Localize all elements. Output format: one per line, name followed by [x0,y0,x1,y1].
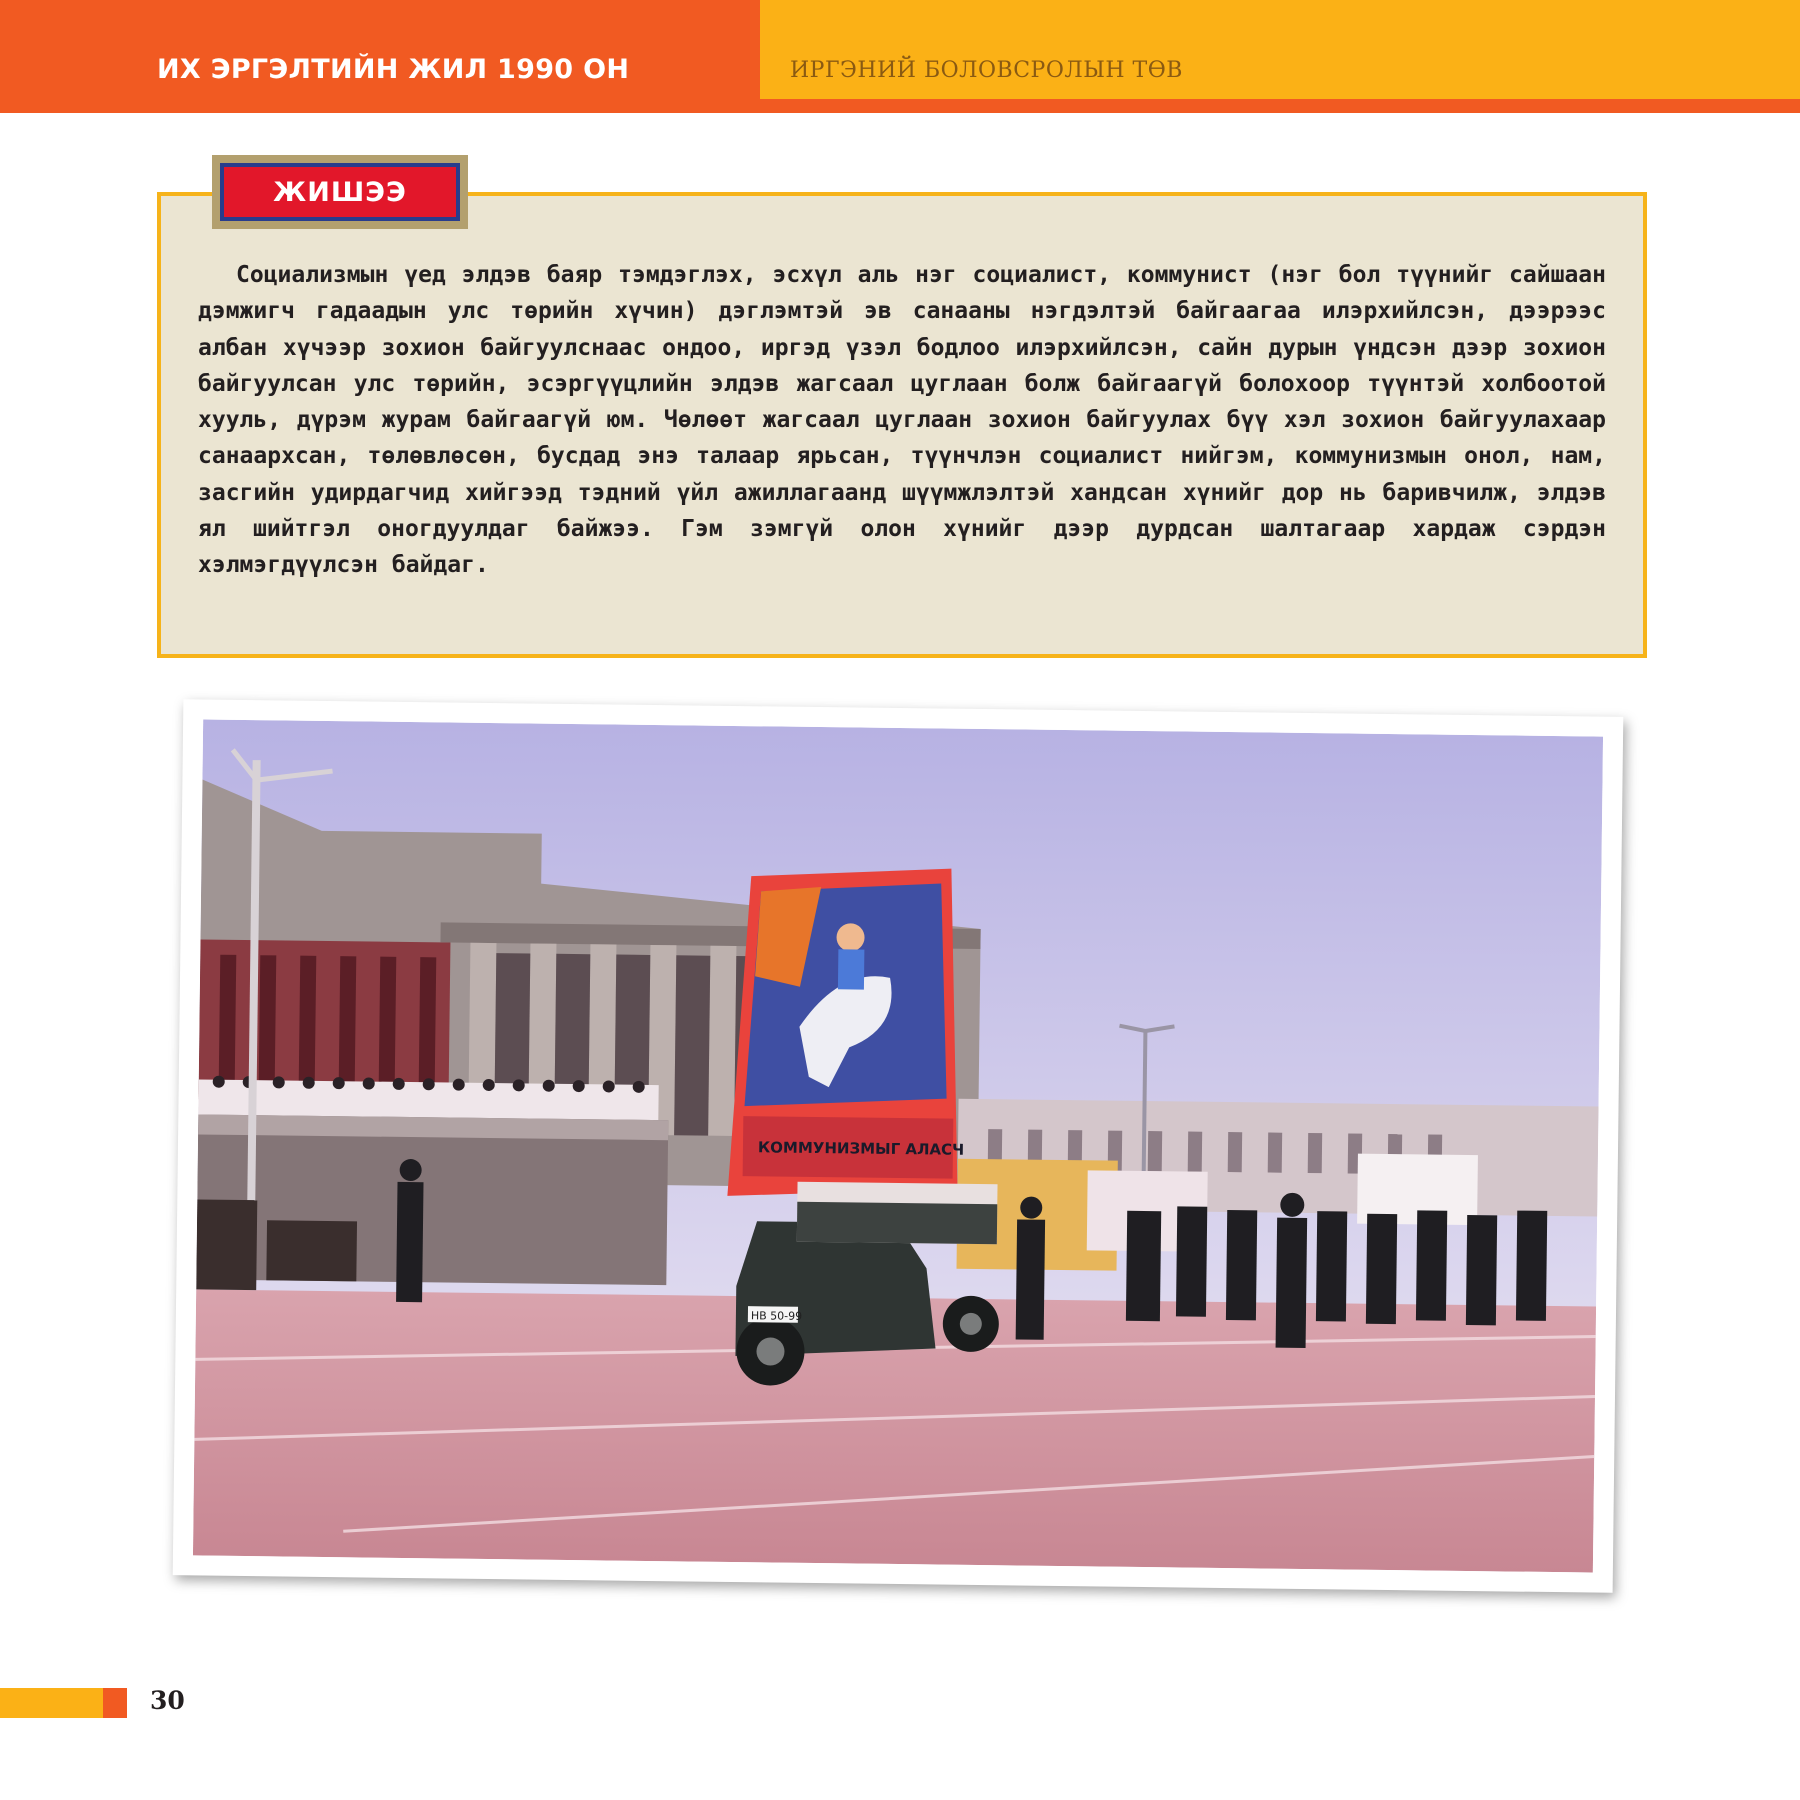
poster-banner-text: КОММУНИЗМЫГ АЛАСЧ [757,1138,965,1159]
page-header-subtitle: ИРГЭНИЙ БОЛОВСРОЛЫН ТӨВ [790,58,1183,83]
header-right-band [760,0,1800,99]
header-stripe [760,99,1800,113]
example-label [212,155,468,229]
license-plate-text: НВ 50-99 [750,1309,803,1323]
page-header-title: ИХ ЭРГЭЛТИЙН ЖИЛ 1990 ОН [157,54,630,85]
example-label-text: ЖИШЭЭ [224,167,456,217]
footer-orange-bar [103,1688,127,1718]
photo-illustration [193,719,1603,1572]
example-paragraph: Социализмын үед элдэв баяр тэмдэглэх, эсхүл аль нэг социалист, коммунист (нэг бол түүнийг сайшаан дэмжигч гадаадын улс төрийн хүчин) дэглэмтэй эв санааны нэгдэлтэй байгаагаа илэрхийлсэн, дээрээс албан хүчээр зохион байгуулснаас ондоо, иргэд үзэл бодлоо илэрхийлсэн, сайн дурын үндсэн дээр зохион байгуулсан улс төрийн, эсэргүүцлийн элдэв жагсаал цуглаан болж байгаагүй болохоор түүнтэй холбоотой хууль, дүрэм журам байгаагүй юм. Чөлөөт жагсаал цуглаан зохион байгуулах бүү хэл зохион байгуулахаар санаархсан, төлөвлөсөн, бусдад энэ талаар ярьсан, түүнчлэн социалист нийгэм, коммунизмын онол, нам, засгийн удирдагчид хийгээд тэдний үйл ажиллагаанд шүүмжлэлтэй хандсан хүнийг дор нь баривчилж, элдэв ял шийтгэл оногдуулдаг байжээ. Гэм зэмгүй олон хүнийг дээр дурдсан шалтагаар хардаж сэрдэн хэлмэгдүүлсэн байдаг. [198,262,1606,579]
demonstration-photo [173,699,1624,1593]
footer-yellow-bar [0,1688,103,1718]
header-left-band [0,0,760,113]
page-number: 30 [150,1686,185,1715]
